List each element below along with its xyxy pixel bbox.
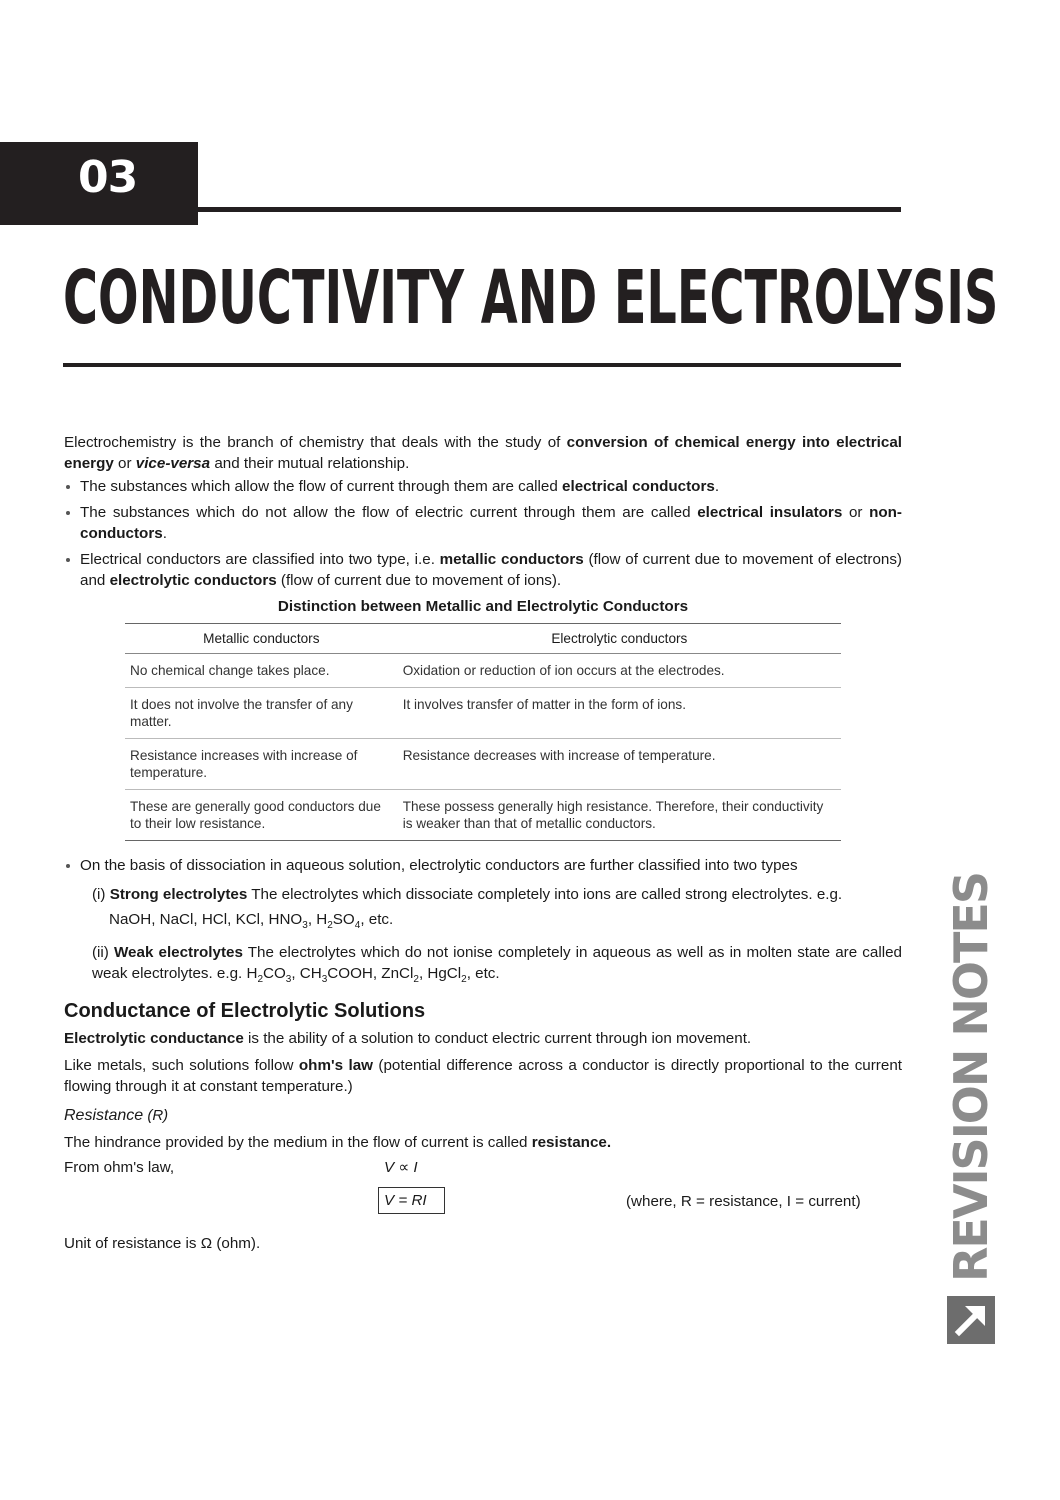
table-cell: It involves transfer of matter in the form of ions. xyxy=(398,688,841,739)
subscript: 2 xyxy=(327,920,333,932)
table-cell: Oxidation or reduction of ion occurs at the electrodes. xyxy=(398,654,841,688)
subscript: 3 xyxy=(285,974,292,986)
subscript: 4 xyxy=(354,920,361,932)
conductance-definition xyxy=(64,1028,902,1049)
text: (potential difference across a conductor is directly proportional to the current flowing through it at constant temperature.) xyxy=(64,1057,902,1096)
item-number: (i) xyxy=(92,886,110,903)
boxed-equation: V = RI xyxy=(378,1187,445,1214)
column-header: Electrolytic conductors xyxy=(398,624,841,654)
text: COOH, ZnCl xyxy=(327,965,414,983)
bold-text: electrolytic conductors xyxy=(109,572,277,589)
subscript: 2 xyxy=(413,974,419,986)
resistance-heading xyxy=(64,1105,902,1126)
list-item xyxy=(64,549,902,591)
text: CO xyxy=(263,965,286,983)
table-cell: Resistance increases with increase of temperature. xyxy=(125,739,398,790)
bold-text: resistance. xyxy=(531,1134,612,1152)
table-header-row xyxy=(125,624,841,654)
text: The electrolytes which do not ionise completely in aqueous as well as in molten state are called weak electrolytes. e.g. H xyxy=(92,944,902,983)
symbol: (R) xyxy=(143,1107,169,1125)
text: or xyxy=(842,504,870,521)
text: The substances which allow the flow of current through them are called xyxy=(80,478,563,495)
chapter-underline xyxy=(63,207,901,212)
text: The electrolytes which dissociate completely into ions are called strong electrolytes. e.g. xyxy=(247,886,843,903)
text: Electrochemistry is the branch of chemistry that deals with the study of xyxy=(64,434,567,451)
bold-text: ohm's law xyxy=(298,1057,373,1075)
column-header: Metallic conductors xyxy=(125,624,398,654)
list-item: On the basis of dissociation in aqueous solution, electrolytic conductors are further classified into two types xyxy=(64,855,902,876)
text: The substances which do not allow the flow of electric current through them are called xyxy=(80,504,698,521)
text: and their mutual relationship. xyxy=(210,455,410,472)
intro-paragraph xyxy=(64,432,902,474)
table-row xyxy=(125,739,841,790)
equation-label: From ohm's law, xyxy=(64,1159,175,1177)
arrow-up-right-icon xyxy=(947,1296,995,1344)
bold-text: electrical insulators xyxy=(697,504,843,521)
table-cell: Resistance decreases with increase of temperature. xyxy=(398,739,841,790)
bold-text: Electrolytic conductance xyxy=(64,1030,244,1048)
table-row xyxy=(125,688,841,739)
text: , CH xyxy=(291,965,322,983)
text: (flow of current due to movement of electrons) and xyxy=(80,551,902,589)
table-cell: No chemical change takes place. xyxy=(125,654,398,688)
ohms-law-paragraph xyxy=(64,1055,902,1097)
boxed-equation-row xyxy=(64,1183,902,1223)
page-content xyxy=(64,432,902,1254)
examples xyxy=(109,911,394,932)
bullet-list xyxy=(64,855,902,876)
bold-text: non-conductors xyxy=(80,504,902,542)
bullet-list xyxy=(64,476,902,591)
bold-text: electrical conductors xyxy=(562,478,715,495)
subscript: 3 xyxy=(302,920,308,932)
text: The hindrance provided by the medium in the flow of current is called xyxy=(64,1134,532,1152)
unit-of-resistance: Unit of resistance is Ω (ohm). xyxy=(64,1235,261,1253)
proportionality-equation: V ∝ I xyxy=(384,1159,418,1177)
subscript: 3 xyxy=(321,974,328,986)
table-caption: Distinction between Metallic and Electrolytic Conductors xyxy=(277,598,689,615)
resistance-definition xyxy=(64,1132,902,1153)
table-row xyxy=(125,654,841,688)
bold-text: Weak electrolytes xyxy=(113,944,243,962)
text: . xyxy=(162,525,167,542)
bold-text: metallic conductors xyxy=(439,551,584,568)
bold-text: Strong electrolytes xyxy=(109,886,248,903)
table-cell: These possess generally high resistance. Therefore, their conductivity is weaker than that of metallic conductors. xyxy=(398,790,841,841)
title-rule xyxy=(63,363,901,367)
text: , etc. xyxy=(360,911,394,928)
text: Resistance xyxy=(64,1107,144,1125)
list-item xyxy=(64,476,902,497)
subscript: 2 xyxy=(461,974,467,986)
italic-text: vice-versa xyxy=(135,455,211,472)
chapter-title: CONDUCTIVITY AND ELECTROLYSIS xyxy=(63,255,999,341)
text: Like metals, such solutions follow xyxy=(64,1057,299,1075)
text: (flow of current due to movement of ions). xyxy=(276,572,562,589)
bold-text: conversion of chemical energy into electrical energy xyxy=(64,434,902,472)
section-heading: Conductance of Electrolytic Solutions xyxy=(64,1000,426,1023)
text: . xyxy=(714,478,720,495)
list-item xyxy=(64,502,902,544)
distinction-table xyxy=(125,623,841,841)
text: NaOH, NaCl, HCl, KCl, HNO xyxy=(109,911,303,928)
text: or xyxy=(113,455,136,472)
where-note: (where, R = resistance, I = current) xyxy=(626,1193,861,1211)
table-cell: These are generally good conductors due to their low resistance. xyxy=(125,790,398,841)
table-row xyxy=(125,790,841,841)
chapter-number: 03 xyxy=(78,152,138,203)
subscript: 2 xyxy=(257,974,264,986)
weak-electrolytes xyxy=(92,942,902,990)
ohms-law-row xyxy=(64,1157,902,1183)
strong-electrolytes xyxy=(92,882,902,938)
text: , HgCl xyxy=(418,965,462,983)
revision-notes-tab: REVISION NOTES xyxy=(944,873,998,1282)
text: , H xyxy=(307,911,328,928)
table-cell: It does not involve the transfer of any matter. xyxy=(125,688,398,739)
text: is the ability of a solution to conduct electric current through ion movement. xyxy=(243,1030,752,1048)
item-number: (ii) xyxy=(92,944,114,962)
text: , etc. xyxy=(466,965,500,983)
text: SO xyxy=(332,911,355,928)
text: Electrical conductors are classified into two type, i.e. xyxy=(80,551,440,568)
